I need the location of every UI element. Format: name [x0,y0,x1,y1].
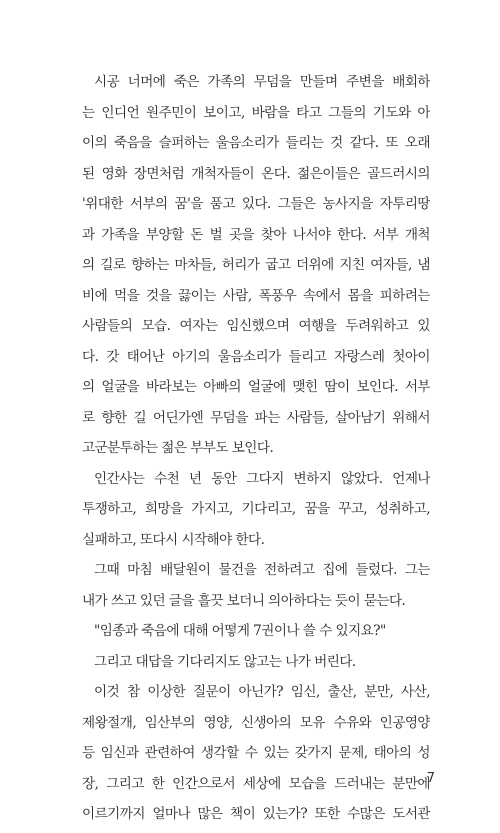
text-line: 로 향한 길 어딘가엔 무덤을 파는 사람들, 살아남기 위해서 [82,409,430,426]
text-line: 사람들의 모습. 여자는 임신했으며 여행을 두려워하고 있 [82,318,430,334]
text-line: 과 가족을 부양할 돈 벌 곳을 찾아 나서야 한다. 서부 개척 [82,226,430,243]
text-line: 이르기까지 얼마나 많은 책이 있는가? 또한 수많은 도서관 [82,806,430,822]
page-number: 7 [426,771,435,786]
text-line: 이것 참 이상한 질문이 아닌가? 임신, 출산, 분만, 사산, [94,684,430,700]
text-line: 다. 갓 태어난 아기의 울음소리가 들리고 자랑스레 첫아이 [82,348,430,365]
body-text [82,67,430,830]
text-line: 시공 너머에 죽은 가족의 무덤을 만들며 주변을 배회하 [94,74,430,90]
text-line: 제왕절개, 임산부의 영양, 신생아의 모유 수유와 인공영양 [82,714,430,731]
text-line: 의 얼굴을 바라보는 아빠의 얼굴에 맺힌 땀이 보인다. 서부 [82,379,430,395]
text-line: 이의 죽음을 슬퍼하는 울음소리가 들리는 것 같다. 또 오래 [82,135,430,151]
text-line: 등 임신과 관련하여 생각할 수 있는 갖가지 문제, 태아의 성 [82,745,430,761]
text-line: 실패하고, 또다시 시작해야 한다. [82,531,265,548]
text-line: '위대한 서부의 꿈'을 품고 있다. 그들은 농사지을 자투리땅 [82,196,430,212]
text-line: 인간사는 수천 년 동안 그다지 변하지 않았다. 언제나 [94,470,430,487]
text-line: 비에 먹을 것을 끓이는 사람, 폭풍우 속에서 몸을 피하려는 [82,287,430,304]
text-line: 그때 마침 배달원이 물건을 전하려고 집에 들렀다. 그는 [94,562,430,578]
text-line: 의 길로 향하는 마차들, 허리가 굽고 더위에 지친 여자들, 냄 [82,257,430,273]
text-line: 된 영화 장면처럼 개척자들이 온다. 젊은이들은 골드러시의 [82,165,430,182]
text-line: 내가 쓰고 있던 글을 흘끗 보더니 의아하다는 듯이 묻는다. [82,592,406,609]
text-line: 장, 그리고 한 인간으로서 세상에 모습을 드러내는 분만에 [82,775,430,792]
text-line: 그리고 대답을 기다리지도 않고는 나가 버린다. [94,653,356,670]
text-line: "임종과 죽음에 대해 어떻게 7권이나 쓸 수 있지요?" [94,623,386,639]
text-line: 투쟁하고, 희망을 가지고, 기다리고, 꿈을 꾸고, 성취하고, [82,501,430,517]
text-line: 는 인디언 원주민이 보이고, 바람을 타고 그들의 기도와 아 [82,104,430,121]
text-line: 고군분투하는 젊은 부부도 보인다. [82,440,274,456]
